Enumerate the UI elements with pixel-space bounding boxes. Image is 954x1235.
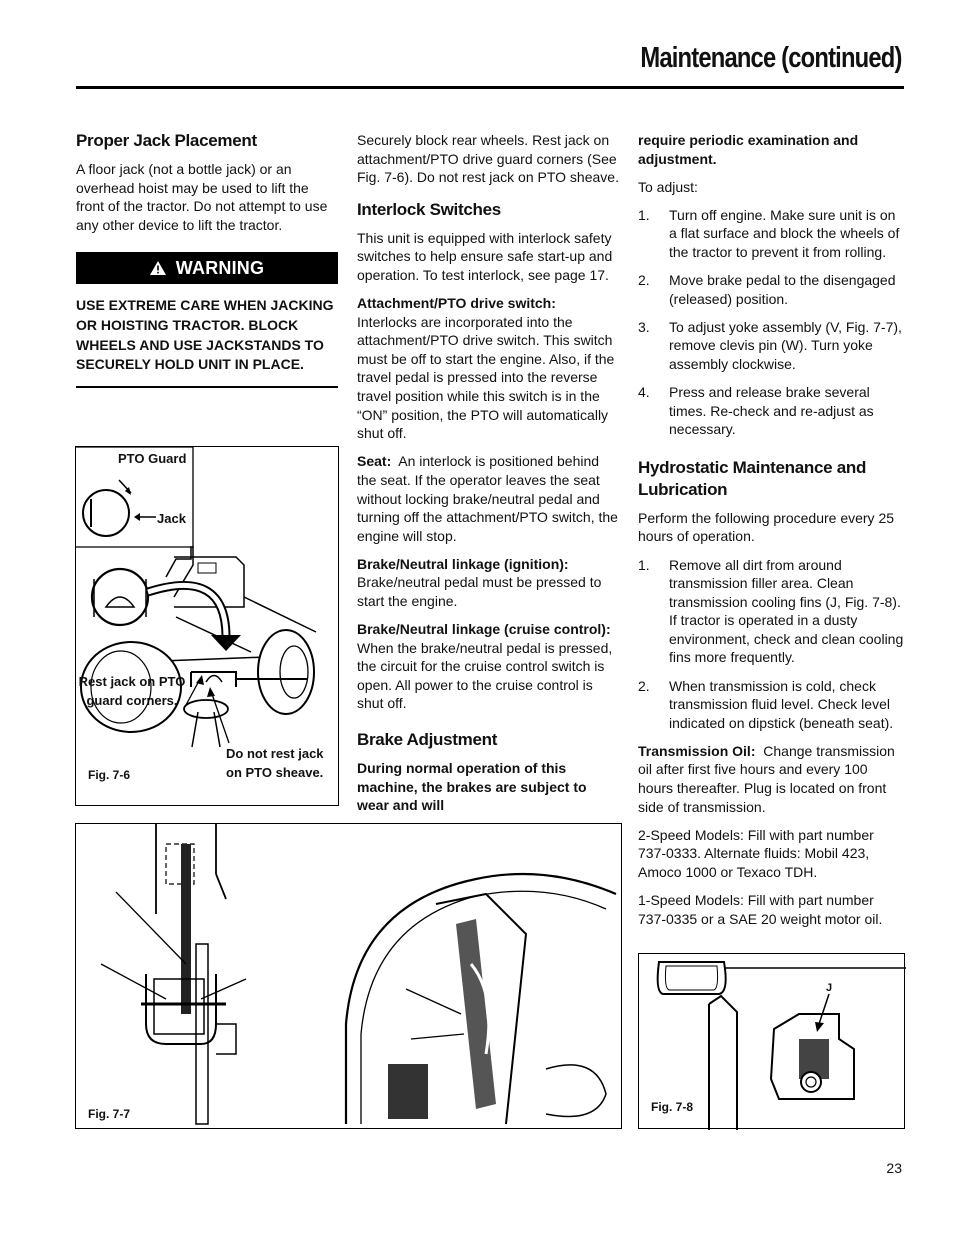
brake-heading: Brake Adjustment (357, 730, 498, 750)
column-3 (638, 131, 904, 938)
step-number: 1. (638, 556, 650, 573)
two-speed-text: 2-Speed Models: Fill with part number 737-0333. Alternate fluids: Mobil 423, Amoco 1000 or Texaco TDH. (638, 826, 874, 880)
cruise-text: When the brake/neutral pedal is pressed, the circuit for the cruise control switch is open. All power to the cruise control is shut off. (357, 639, 613, 712)
step-number: 4. (638, 384, 650, 401)
fins-j-label: J (826, 982, 833, 994)
interlock-heading: Interlock Switches (357, 199, 501, 219)
attach-switch-text: Interlocks are incorporated into the attachment/PTO drive switch. This switch must be off to start the engine. Also, if the travel pedal is pressed into the reverse travel position while this switch is in the “ON” position, the PTO will automatically shut off. (357, 313, 615, 442)
step-text: Remove all dirt from around transmission filler area. Clean transmission cooling fins (J, Fig. 7-8). If tractor is operated in a dusty environment, check and clean cooling fins more frequently. (669, 556, 904, 666)
fig-7-6-caption: Fig. 7-6 (88, 768, 131, 782)
rest-jack-label: Rest jack on PTO guard corners. (78, 674, 186, 708)
column-1 (76, 130, 338, 375)
page-number: 23 (886, 1160, 902, 1176)
warning-label: WARNING (175, 258, 265, 279)
ignition-paragraph (357, 555, 621, 611)
one-speed-text: 1-Speed Models: Fill with part number 737-0335 or a SAE 20 weight motor oil. (638, 892, 883, 927)
step-number: 3. (638, 318, 650, 335)
seat-text: An interlock is positioned behind the seat. If the operator leaves the seat without locking brake/neutral pedal and turning off the attachment/PTO switch, the engine will stop. (357, 453, 618, 544)
fig-7-7-caption: Fig. 7-7 (88, 1107, 131, 1121)
step-text: Press and release brake several times. Re-check and re-adjust as necessary. (669, 384, 874, 438)
pto-guard-label: PTO Guard (118, 451, 187, 466)
do-not-rest-label: Do not rest jack on PTO sheave. (226, 746, 324, 780)
ignition-label: Brake/Neutral linkage (ignition): (357, 555, 569, 572)
step-text: Turn off engine. Make sure unit is on a flat surface and block the wheels of the tractor to prevent it from rolling. (669, 206, 900, 260)
column-2 (357, 131, 621, 824)
list-item (638, 271, 904, 308)
jack-intro-text: Securely block rear wheels. Rest jack on attachment/PTO drive guard corners (See Fig. 7-6). Do not rest jack on PTO sheave. (357, 132, 619, 186)
list-item (638, 318, 904, 374)
seat-paragraph (357, 452, 621, 545)
page-title: Maintenance (continued) (640, 42, 902, 74)
oil-label: Transmission Oil: (638, 742, 756, 759)
jack-text: A floor jack (not a bottle jack) or an overhead hoist may be used to lift the front of the tractor. Do not attempt to use any other device to lift the tractor. (76, 161, 328, 233)
fig-7-8-caption: Fig. 7-8 (651, 1100, 694, 1114)
jack-label: Jack (157, 511, 186, 526)
figure-7-7 (75, 823, 622, 1129)
attach-switch-paragraph (357, 294, 621, 443)
list-item (638, 206, 904, 262)
step-text: To adjust yoke assembly (V, Fig. 7-7), remove clevis pin (W). Turn yoke assembly clockwise. (669, 318, 902, 372)
step-number: 2. (638, 677, 650, 694)
brake-continued-text: require periodic examination and adjustment. (638, 132, 859, 167)
list-item (638, 383, 904, 439)
warning-bar (76, 252, 338, 284)
interlock-text: This unit is equipped with interlock safety switches to help ensure safe start-up and operation. To test interlock, see page 17. (357, 229, 613, 283)
brake-adjustment-illustration (76, 824, 623, 1130)
to-adjust-text: To adjust: (638, 178, 698, 195)
warning-rule (76, 386, 338, 388)
jack-heading: Proper Jack Placement (76, 131, 257, 150)
warning-triangle-icon (150, 261, 166, 275)
attach-switch-label: Attachment/PTO drive switch: (357, 295, 556, 312)
figure-7-6 (75, 446, 339, 806)
hydro-steps-list (638, 556, 904, 733)
step-text: When transmission is cold, check transmission fluid level. Check level indicated on dipstick (beneath seat). (669, 677, 894, 731)
warning-text: USE EXTREME CARE WHEN JACKING OR HOISTING TRACTOR. BLOCK WHEELS AND USE JACKSTANDS TO SECURELY HOLD UNIT IN PLACE. (76, 297, 334, 373)
list-item (638, 677, 904, 733)
seat-label: Seat: (357, 453, 392, 470)
oil-text: Change transmission oil after first five hours and every 100 hours thereafter. Plug is located on front side of transmission. (638, 742, 895, 815)
warning-box (76, 252, 338, 374)
step-number: 2. (638, 272, 650, 289)
figure-7-8 (638, 953, 905, 1129)
list-item (638, 556, 904, 668)
step-number: 1. (638, 206, 650, 223)
title-rule (76, 86, 904, 89)
hydro-text: Perform the following procedure every 25 hours of operation. (638, 509, 895, 545)
cruise-paragraph (357, 620, 621, 713)
hydro-heading: Hydrostatic Maintenance and Lubrication (638, 457, 867, 499)
brake-text: During normal operation of this machine, the brakes are subject to wear and will (357, 760, 587, 814)
ignition-text: Brake/neutral pedal must be pressed to start the engine. (357, 574, 602, 609)
step-text: Move brake pedal to the disengaged (released) position. (669, 272, 896, 307)
adjust-steps-list (638, 206, 904, 439)
cruise-label: Brake/Neutral linkage (cruise control): (357, 621, 611, 638)
oil-paragraph (638, 742, 904, 816)
